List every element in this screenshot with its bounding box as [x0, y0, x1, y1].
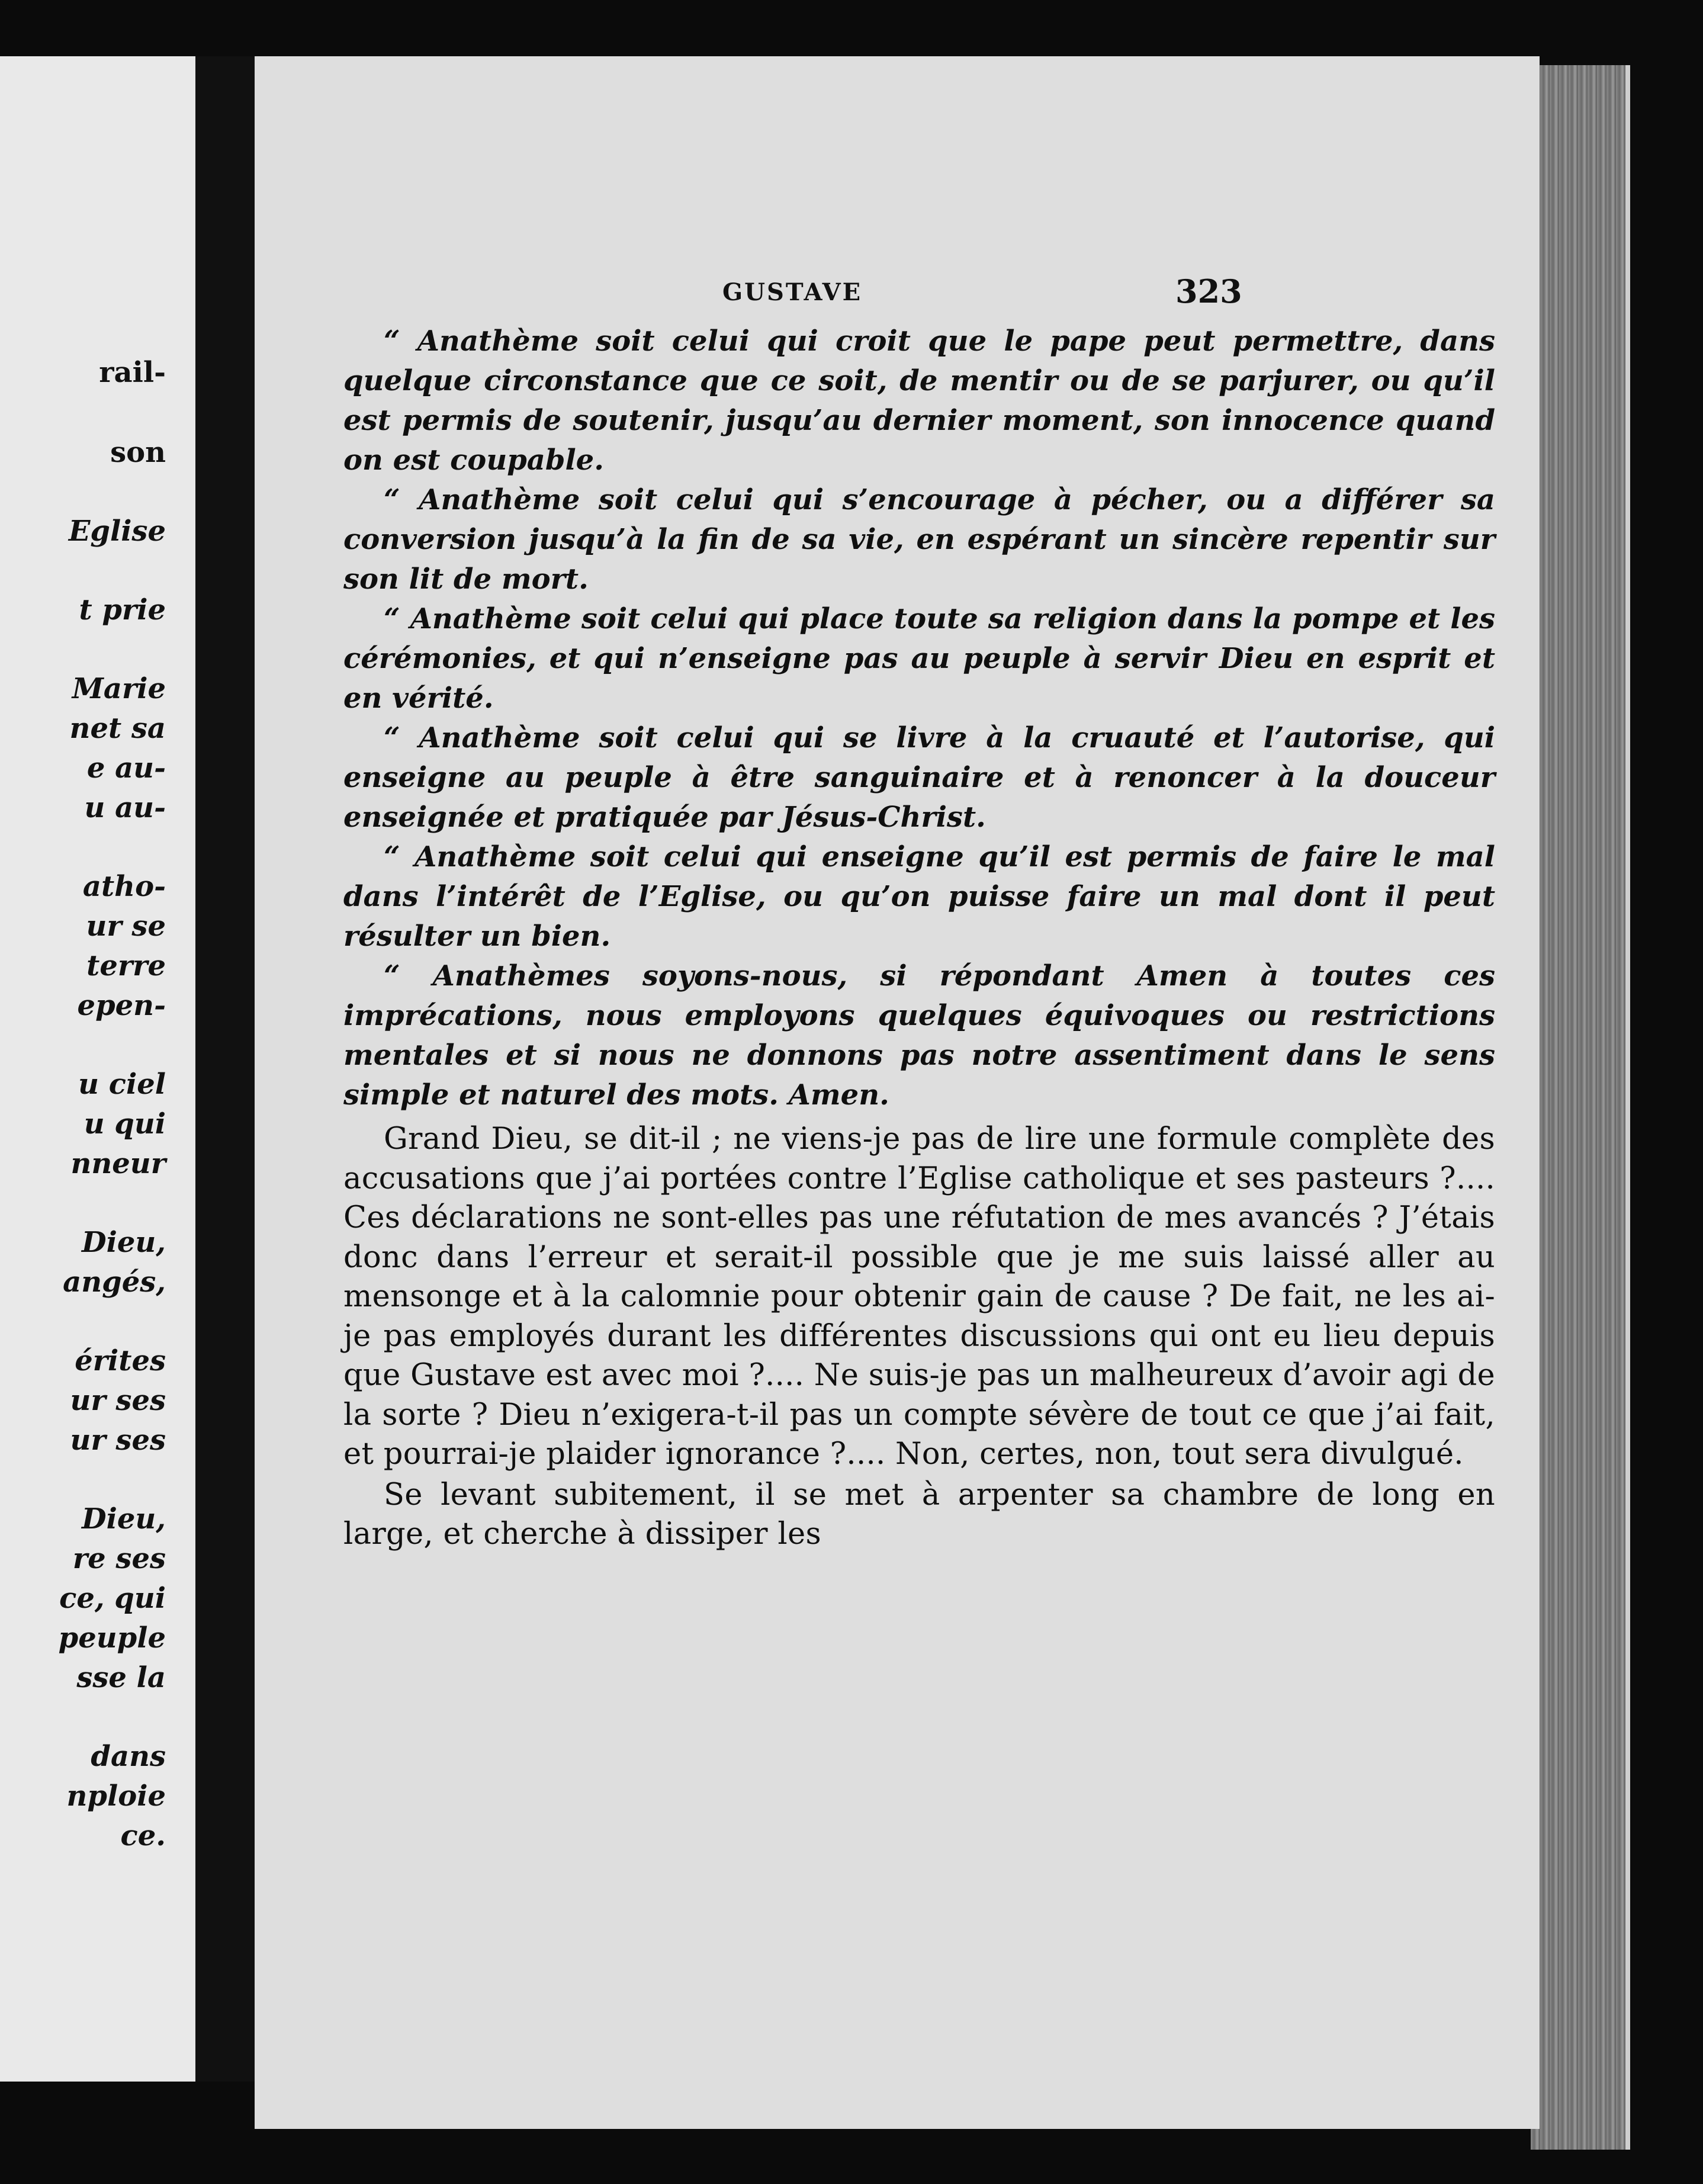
left-page-fragment: Marie	[72, 672, 166, 705]
left-page-fragment: sse la	[76, 1661, 166, 1694]
left-page-fragment: nploie	[66, 1780, 166, 1813]
paragraph: Se levant subitement, il se met à arpenter sa chambre de long en large, et cherche à dissiper les	[343, 1477, 1495, 1552]
left-page-fragment: Eglise	[68, 515, 166, 548]
paragraph: “ Anathème soit celui qui s’encourage à pécher, ou a différer sa conversion jusqu’à la fin de sa vie, en espérant un sincère repentir sur son lit de mort.	[343, 483, 1495, 596]
left-page-fragment: ce, qui	[59, 1582, 166, 1615]
left-page-fragment: ur ses	[70, 1384, 166, 1417]
left-page-fragment: u qui	[83, 1107, 166, 1141]
left-page-fragment: epen-	[77, 989, 166, 1022]
left-page-fragment: ce.	[120, 1819, 166, 1852]
left-page-fragment: rail-	[99, 356, 166, 389]
paragraph: “ Anathème soit celui qui croit que le pape peut permettre, dans quelque circonstance que ce soit, de mentir ou de se parjurer, ou qu’il est permis de soutenir, jusqu’au dernier moment, son innocence quand on est coupable.	[343, 325, 1495, 477]
left-page-fragment: terre	[86, 949, 166, 982]
left-page-fragment: Dieu,	[81, 1226, 166, 1259]
page-number: 323	[1175, 272, 1242, 310]
paragraph: Grand Dieu, se dit-il ; ne viens-je pas de lire une formule complète des accusations que j’ai portées contre l’Eglise catholique et ses pasteurs ?.... Ces déclarations ne sont-elles pas une réfutation de mes avancés ? J’étais donc dans l’erreur et serait-il possible que je me suis laissé aller au mensonge et à la calomnie pour obtenir gain de cause ? De fait, ne les ai-je pas employés durant les différentes discussions qui ont eu lieu depuis que Gustave est avec moi ?.... Ne suis-je pas un malheureux d’avoir agi de la sorte ? Dieu n’exigera-t-il pas un compte sévère de tout ce que j’ai fait, et pourrai-je plaider ignorance ?.... Non, certes, non, tout sera divulgué.	[343, 1122, 1495, 1472]
paragraph: “ Anathème soit celui qui enseigne qu’il est permis de faire le mal dans l’intérêt de l’Eglise, ou qu’on puisse faire un mal dont il peut résulter un bien.	[343, 840, 1495, 953]
left-page-fragment: Dieu,	[81, 1502, 166, 1536]
left-page-fragment: re ses	[72, 1542, 166, 1575]
left-page-fragment: ur ses	[70, 1424, 166, 1457]
left-page-fragment: peuple	[58, 1621, 166, 1655]
left-page-fragment: angés,	[63, 1266, 166, 1299]
page-edges	[1531, 65, 1630, 2150]
main-page	[255, 56, 1540, 2129]
body-text	[343, 322, 1495, 1555]
left-page-fragment: u au-	[84, 791, 166, 824]
left-page-fragment: e au-	[86, 751, 166, 785]
left-page-fragment: t prie	[79, 593, 166, 627]
left-facing-page	[0, 56, 195, 2082]
book-gutter	[195, 56, 255, 2082]
paragraph: “ Anathèmes soyons-nous, si répondant Amen à toutes ces imprécations, nous employons quelques équivoques ou restrictions mentales et si nous ne donnons pas notre assentiment dans le sens simple et naturel des mots. Amen.	[343, 959, 1495, 1112]
left-page-fragment: atho-	[82, 870, 166, 903]
left-page-fragment: dans	[91, 1740, 166, 1773]
left-page-fragment: u ciel	[78, 1068, 166, 1101]
left-page-fragment: ur se	[86, 910, 166, 943]
left-page-fragment: son	[110, 436, 166, 469]
left-page-fragment: érites	[75, 1344, 166, 1377]
paragraph: “ Anathème soit celui qui se livre à la cruauté et l’autorise, qui enseigne au peuple à être sanguinaire et à renoncer à la douceur enseignée et pratiquée par Jésus-Christ.	[343, 721, 1495, 834]
left-page-fragment: net sa	[69, 712, 166, 745]
left-page-fragment: nneur	[70, 1147, 166, 1180]
paragraph: “ Anathème soit celui qui place toute sa religion dans la pompe et les cérémonies, et qui n’enseigne pas au peuple à servir Dieu en esprit et en vérité.	[343, 602, 1495, 715]
header-title: GUSTAVE	[722, 278, 863, 306]
running-head	[255, 272, 1540, 320]
